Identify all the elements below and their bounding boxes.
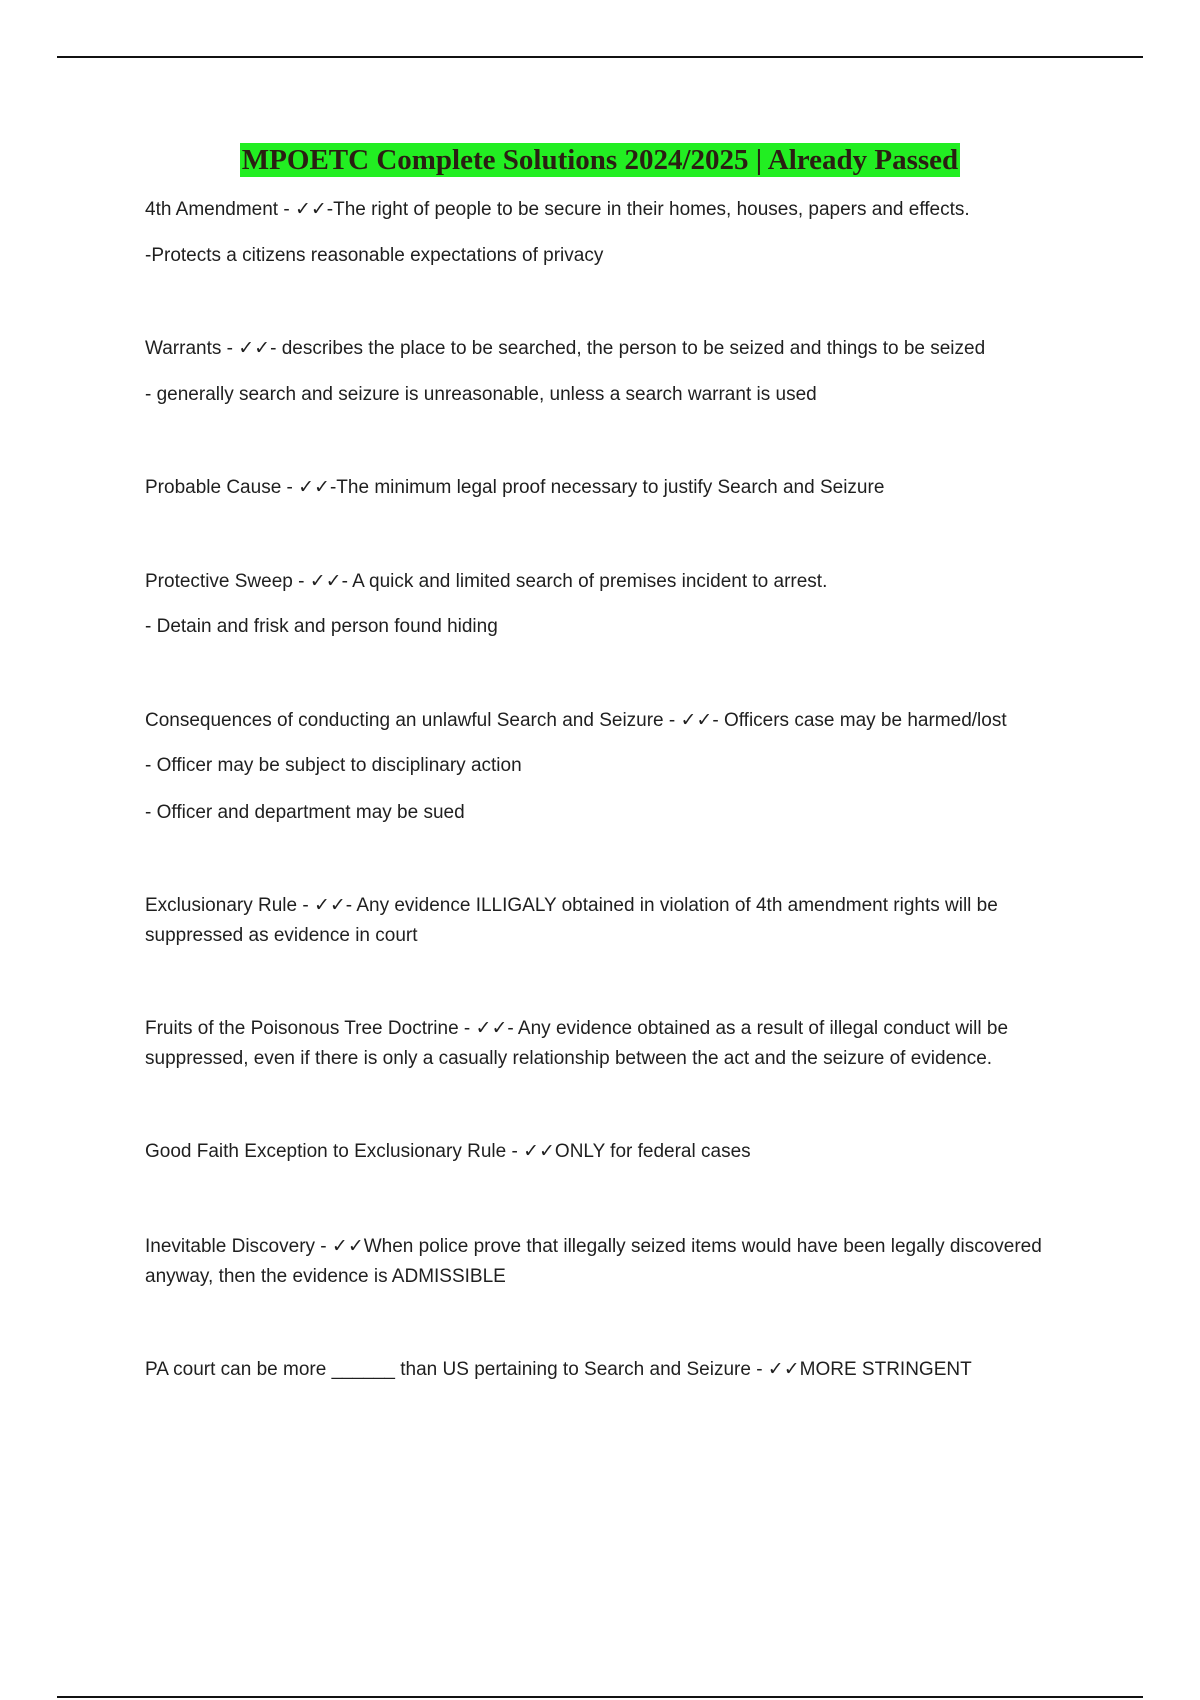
entry-fruits-of-poisonous-tree: Fruits of the Poisonous Tree Doctrine - ✓✓- Any evidence obtained as a result of illegal conduct will be suppressed, even if there is only a casually relationship between the act and the seizure of evidence. (145, 1018, 1009, 1069)
document-title: MPOETC Complete Solutions 2024/2025 | Already Passed (241, 144, 959, 176)
entry-inevitable-discovery: Inevitable Discovery - ✓✓When police prove that illegally seized items would have been legally discovered anyway, then the evidence is ADMISSIBLE (145, 1236, 1042, 1287)
entry-4th-amendment-line-1: 4th Amendment - ✓✓-The right of people to be secure in their homes, houses, papers and effects. (145, 199, 970, 220)
entry-4th-amendment-line-2: -Protects a citizens reasonable expectations of privacy (145, 245, 604, 266)
entry-good-faith-exception: Good Faith Exception to Exclusionary Rule - ✓✓ONLY for federal cases (145, 1141, 751, 1162)
title-container (0, 143, 1200, 177)
entry-warrants-line-2: - generally search and seizure is unreasonable, unless a search warrant is used (145, 384, 817, 405)
entry-exclusionary-rule: Exclusionary Rule - ✓✓- Any evidence ILLIGALY obtained in violation of 4th amendment rights will be suppressed as evidence in court (145, 895, 998, 946)
entry-probable-cause-line-1: Probable Cause - ✓✓-The minimum legal proof necessary to justify Search and Seizure (145, 477, 885, 498)
entry-warrants-line-1: Warrants - ✓✓- describes the place to be searched, the person to be seized and things to be seized (145, 338, 986, 359)
entry-protective-sweep-line-1: Protective Sweep - ✓✓- A quick and limited search of premises incident to arrest. (145, 571, 828, 592)
entry-protective-sweep-line-2: - Detain and frisk and person found hiding (145, 616, 498, 637)
entry-consequences-line-2: - Officer may be subject to disciplinary action (145, 755, 522, 776)
header-rule (57, 56, 1143, 58)
entry-consequences-line-3: - Officer and department may be sued (145, 802, 465, 823)
entry-pa-court: PA court can be more ______ than US pertaining to Search and Seizure - ✓✓MORE STRINGENT (145, 1359, 972, 1380)
footer-rule (57, 1696, 1143, 1698)
entry-consequences-line-1: Consequences of conducting an unlawful Search and Seizure - ✓✓- Officers case may be harmed/lost (145, 710, 1007, 731)
